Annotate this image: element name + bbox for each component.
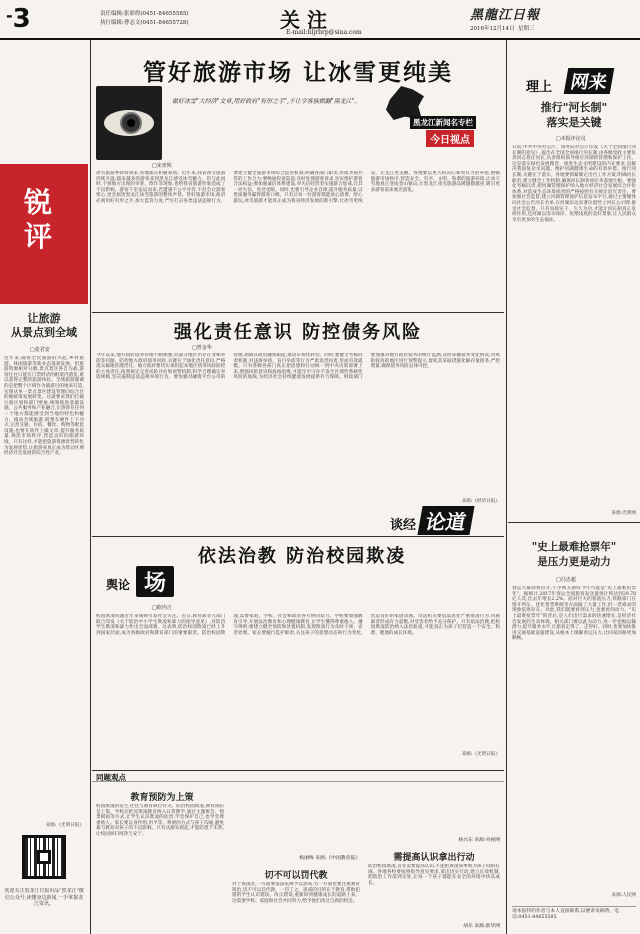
article-bullying-body: 校园欺凌问题近年来频频引发社会关注。近日,教育部等九部门联合印发《关于防治中小学生欺凌和暴力的指导意见》,对防治学生欺凌和暴力作出全面部署。这表明,防治校园欺凌已经上升到国家层面,成为各级政府和教育部门的重要职责。防治校园欺凌,需要家庭、学校、社会和政府各方协同发力。学校要加强教育引导,开展法治教育和心理健康教育,让学生懂得尊重他人、遵守规则;要建立健全预防和处置机制,发现欺凌行为及时干预、妥善处理。家长要履行监护职责,关注孩子的思想动态和行为变化,营造良好的家庭氛围。司法机关要依法惩处严重欺凌行为,对施暴者形成有力震慑,对受害者给予充分保护。只有依法治教,把校园欺凌防治纳入法治轨道,才能真正为孩子们营造一个安全、和谐、健康的成长环境。	[96, 614, 500, 636]
group-label: 同题观点	[92, 770, 504, 782]
editorial-badge: 锐评	[0, 164, 88, 304]
article-bullying	[92, 540, 504, 770]
article-debt	[92, 314, 504, 536]
viewpoint-a-body: 校园欺凌的发生,往往与教育缺位有关。防治校园欺凌,教育预防是上策。学校应把反欺凌教育纳入日常教学,通过主题班会、情景模拟等方式,让学生认识欺凌的危害,学会保护自己,也学会尊重他人。家长要以身作则,用平等、尊重的方式与孩子沟通,避免暴力教育对孩子的不良影响。只有从源头抓起,才能防患于未然,让校园回归纯净与安宁。	[96, 804, 224, 837]
article-debt-headline: 强化责任意识 防控债务风险	[173, 322, 423, 343]
right-bottom-article	[508, 524, 640, 934]
left-byline: □张君安	[30, 347, 50, 353]
right-bottom-byline: □冯忠超	[556, 577, 576, 583]
viewpoint-a-source: 杨丽梅 来源:《中国教育报》	[299, 856, 360, 861]
right-top-headline: 推行"河长制" 落实是关键	[540, 101, 608, 129]
column-logo-today: 黑龙江新闻名专栏 今日视点	[380, 82, 502, 158]
viewpoint-c-title: 需提高认识拿出行动	[393, 853, 475, 863]
article-tourism-deck: 做好冰雪"大经济"文章,用好政府"有形之手",不让宰客族掀翻"黑龙江"。	[172, 98, 361, 105]
column-banner-lishang: 理上 网来	[520, 66, 638, 96]
right-bottom-source: 来源:人民网	[611, 893, 636, 898]
viewpoint-c-body: 防治校园欺凌,首先需要提高认识,不能把欺凌简单视为孩子间的打闹。各地各校要按照指导意见要求,拿出切实行动,建立长效机制,把防治工作落到实处,让每一个孩子都能在安全的环境中快乐成长。	[368, 864, 500, 886]
right-bottom-body: 春运大幕即将拉开,不少网友感叹今年可能是"史上最难抢票年"。据统计,2017年春运全国旅客发送量预计将达到29.78亿人次,比去年增长2.2%。面对巨大的客流压力,铁路部门在增开列车、优化售票系统等方面做了大量工作,但一票难求的现象依然存在。对此,我们既要看到压力,也要看到动力。"史上最难抢票年"的背后,是人们出行需求的快速增长,是经济社会发展的生动体现。相关部门要以此为动力,进一步挖掘运输潜力,提升服务水平,让旅客走得了、走得好。同时,也要加快推进交通基础设施建设,从根本上缓解春运压力,让回家的路更加顺畅。	[512, 586, 636, 642]
viewpoint-b-title: 切不可以罚代教	[264, 871, 328, 881]
masthead-logo: 黑龍江日報	[470, 8, 541, 23]
right-bottom-headline: "史上最难抢票年" 是压力更是动力	[531, 541, 617, 568]
viewpoint-a-title: 教育预防为上策	[130, 793, 194, 803]
article-bullying-byline: □欧内吉	[152, 605, 172, 611]
right-top-body: 日前,中共中央办公厅、国务院办公厅印发《关于全面推行河长制的意见》,提出在全国全面推行河长制,由各级党政主要负责同志担任河长,负责组织领导相应河湖的管理和保护工作。这是落实绿色发展理念、推进生态文明建设的内在要求,是解决我国复杂水问题、维护河湖健康生命的有效举措。推行河长制,关键在于落实。各地要抓紧制定出台工作方案,明确河长职责,建立健全工作机制,确保河长制各项任务落地生根。要强化考核问责,把河湖管理保护纳入地方经济社会发展综合评价体系,对造成生态环境损害的严格按照有关规定追究责任。要加强社会监督,建立河湖管理保护信息发布平台,通过主要媒体向社会公告河长名单,在河湖岸边显著位置竖立河长公示牌,接受社会监督。只有真抓实干、久久为功,才能让河长制真正发挥作用,还河湖以清水绿岸、鱼翔浅底的美好景象,让人民群众享有更多的生态福祉。	[512, 145, 636, 223]
right-top-article	[508, 40, 640, 520]
left-headline: 让旅游 从景点到全域	[11, 312, 77, 339]
qr-caption: 欢迎关注黑龙江日报出品"黑龙江"微信公众号,读懂身边新闻,一手掌握龙江资讯。	[4, 888, 84, 907]
viewpoint-a-cont	[232, 788, 360, 850]
page-header	[0, 0, 640, 40]
group-viewpoints	[92, 770, 504, 934]
issue-date: 2016年12月14日 星期三	[470, 26, 535, 32]
article-debt-source: 来源:《经济日报》	[461, 499, 500, 504]
qr-code[interactable]	[22, 835, 66, 879]
contributor-notice: 请本报特约作者与本人直接联系,以便寄发稿费。电话:0451-84655585	[512, 906, 636, 921]
article-bullying-source: 来源:《光明日报》	[461, 752, 500, 757]
right-top-byline: □本报评论员	[556, 136, 586, 142]
page-number: -3	[6, 4, 31, 34]
article-tourism-byline: □宋喜辉	[152, 163, 172, 169]
article-tourism-headline: 管好旅游市场 让冰雪更纯美	[142, 60, 453, 86]
section-title: 关 注	[280, 8, 327, 32]
article-tourism	[92, 40, 504, 312]
article-tourism-body: 冰雪旅游季即将到来,各地都在积极筹划。近年来,我省冰雪旅游持续升温,越来越多的游客来到黑龙江感受冰雪魅力。但与此同时,个别地方出现的宰客、欺诈等现象,也给我省旅游形象造成了不良影响。游客千里迢迢而来,若遭遇不公平对待,不但会让游客寒心,更会损害黑龙江冰雪旅游的整体声誉。管好旅游市场,政府必须用好有形之手,加大监管力度,严厉打击各类违法违规行为。要建立健全旅游市场综合监管机制,明确各部门职责,形成齐抓共管的工作合力;要畅通投诉渠道,及时处理游客诉求,切实维护游客合法权益;要加强诚信体系建设,对失信经营者实施联合惩戒,让其一处失信、处处受限。同时,也要引导企业自律,提升服务质量,以优质服务赢得游客口碑。只有让每一位游客都能放心消费、舒心游玩,冰雪旅游才能真正成为我省经济发展的新引擎,让冰雪更纯美、让龙江更美丽。各地要以更大的决心和更有力的举措,整顿旅游市场秩序,营造安全、有序、文明、和谐的旅游环境,让冰天雪地真正变成金山银山,让黑龙江冰雪旅游品牌越擦越亮,吸引更多游客前来观光游览。	[96, 171, 500, 204]
article-bullying-headline: 依法治教 防治校园欺凌	[197, 546, 407, 567]
left-source: 来源:《光明日报》	[45, 823, 84, 828]
column-logo-tanjing: 谈经 论道	[390, 506, 500, 536]
eye-illustration	[96, 86, 162, 160]
viewpoint-c-source: 胡乐 来源:新华网	[463, 924, 500, 929]
viewpoint-b-body: 对于欺凌者,一方面要依法依规予以惩戒,另一方面也要注重教育矫治,切不可以罚代教、一罚了之。惩戒的目的在于教育,帮助犯错的学生认识错误、改正错误,重新回到健康成长的道路上来。这需要学校、家庭和社会共同努力,给予他们改过自新的机会。	[232, 882, 360, 904]
article-debt-body: 今年以来,地方政府债务管理不断加强,但部分地区仍存在变相举债等问题。防控地方政府债务风险,关键在于强化责任意识,严格落实属地管理责任。地方政府要切实承担起本地区债务风险防控的主体责任,按照规定完善风险评估和预警机制,科学合理确定举债规模,坚决遏制违法违规举债行为。要加强对融资平台公司的管理,剥离其政府融资职能,推动市场化转型。同时,要健全考核问责机制,对违规举债、盲目举债等行为严肃追责问责,形成有效震慑。只有各级各部门真正把思想和行动统一到中央决策部署上来,增强风险意识和底线思维,才能牢牢守住不发生区域性系统性风险的底线,为经济社会持续健康发展提供有力保障。财政部门要加强对地方政府债务的统计监测,及时掌握债务变化情况,对风险较高的地区进行预警提示,督促其采取措施化解存量债务,严控增量,确保债务风险总体可控。	[96, 353, 500, 381]
article-debt-byline: □曾金华	[192, 345, 212, 351]
editor-info: 责任编辑:张彩煜(0451-84655585) 执行编辑:曹志文(0451-84655728)	[100, 11, 189, 26]
column-logo-yulunchang: 舆论 场	[106, 566, 206, 600]
viewpoint-c-lead	[368, 788, 500, 832]
right-top-source: 来源:光明网	[611, 511, 636, 516]
section-email: E-mail:hljrbrp@sina.com	[286, 29, 362, 36]
viewpoint-b-source: 杨兴东 来源:央视网	[458, 838, 500, 843]
left-body: 近年来,随着全民旅游的兴起,乡村旅游、休闲旅游等新业态蓬勃发展。但旅游资源相对分散,景点景区各自为战,游客往往只能在门票经济的框架内游览,难以获得完整的旅游体验。全域旅游强调的是把整个区域作为旅游目的地来打造,实现从单一景点景区建设管理向综合目的地统筹发展转变。这就要求我们打破行政区划和部门壁垒,统筹推进基础设施、公共服务和产业融合,让游客在任何一个地方都能感受到当地的特色和魅力。推动全域旅游,既要在硬件上下功夫,完善交通、住宿、餐饮、购物等配套设施;也要在软件上做文章,提升服务质量,规范市场秩序,营造良好的旅游环境。只有这样,才能把旅游资源优势转化为发展优势,让旅游业真正成为带动区域经济社会发展的综合性产业。	[4, 356, 84, 457]
left-column	[0, 40, 88, 934]
